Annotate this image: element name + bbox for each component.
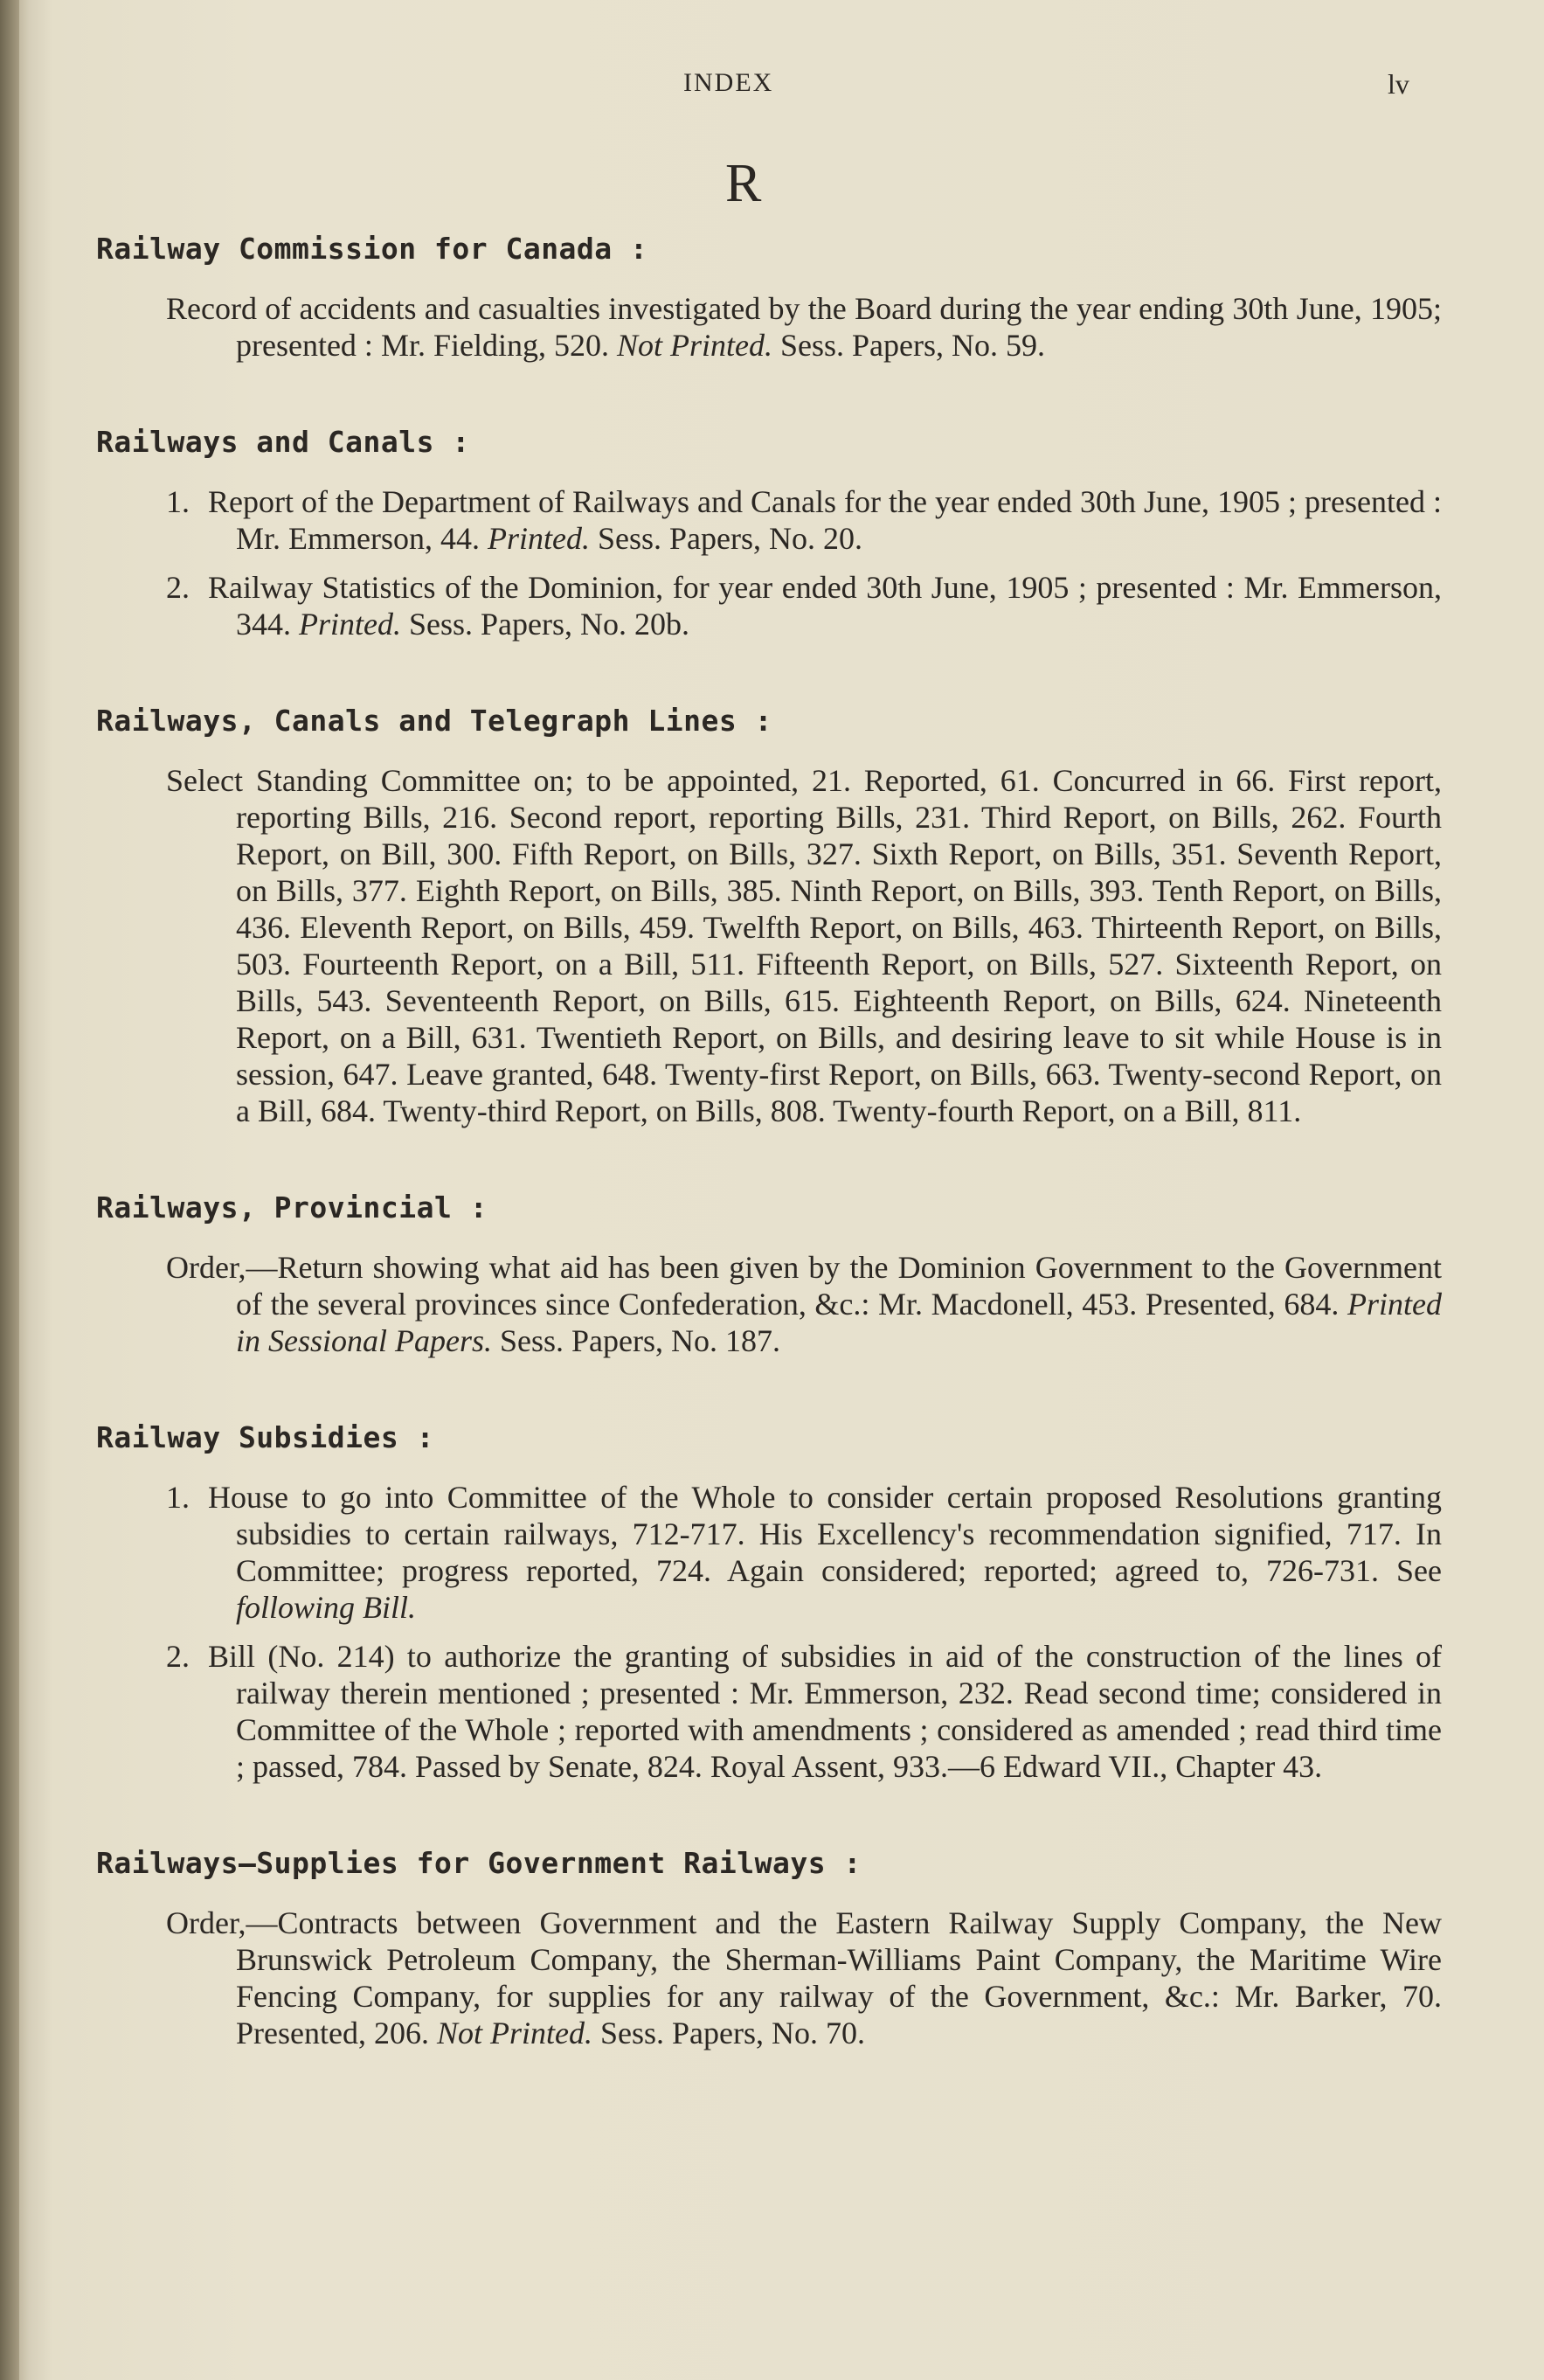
- print-status: following Bill.: [236, 1590, 417, 1625]
- paragraph-number: 2.: [166, 570, 190, 605]
- paragraph-text: Railway Statistics of the Dominion, for year ended 30th June, 1905 ; presented : Mr. Emmerson, 344.: [208, 570, 1442, 642]
- entry-paragraph: [166, 762, 1442, 1129]
- paragraph-number: 1.: [166, 1480, 190, 1515]
- index-entry: [96, 1190, 1442, 1359]
- entry-heading: Railways and Canals :: [96, 425, 470, 459]
- entry-heading: Railways, Provincial :: [96, 1190, 488, 1225]
- entry-heading: Railways, Canals and Telegraph Lines :: [96, 704, 772, 738]
- print-status: Printed in Sessional Papers.: [236, 1287, 1442, 1358]
- entry-paragraph: [166, 1905, 1442, 2051]
- index-entry: [96, 704, 1442, 1129]
- paragraph-text: Select Standing Committee on; to be appointed, 21. Reported, 61. Concurred in 66. First report, reporting Bills, 216. Second report, reporting Bills, 231. Third Report, on Bills, 262. Fourth Report, on Bill, 300. Fifth Report, on Bills, 327. Sixth Report, on Bills, 351. Seventh Report, on Bills, 377. Eighth Report, on Bills, 385. Ninth Report, on Bills, 393. Tenth Report, on Bills, 436. Eleventh Report, on Bills, 459. Twelfth Report, on Bills, 463. Thirteenth Report, on Bills, 503. Fourteenth Report, on a Bill, 511. Fifteenth Report, on Bills, 527. Sixteenth Report, on Bills, 543. Seventeenth Report, on Bills, 615. Eighteenth Report, on Bills, 624. Nineteenth Report, on a Bill, 631. Twentieth Report, on Bills, and desiring leave to sit while House is in session, 647. Leave granted, 648. Twenty-first Report, on Bills, 663. Twenty-second Report, on a Bill, 684. Twenty-third Report, on Bills, 808. Twenty-fourth Report, on a Bill, 811.: [166, 763, 1442, 1128]
- sessional-paper-ref: Sess. Papers, No. 187.: [500, 1323, 780, 1358]
- paragraph-text: House to go into Committee of the Whole to consider certain proposed Resolutions granting subsidies to certain railways, 712-717. His Excellency's recommendation signified, 717. In Committee; progress reported, 724. Again considered; reported; agreed to, 726-731. See: [208, 1480, 1442, 1588]
- entry-paragraph: [166, 1249, 1442, 1359]
- index-entry: [96, 1846, 1442, 2051]
- entry-paragraph: [166, 1479, 1442, 1626]
- paragraph-text: Record of accidents and casualties investigated by the Board during the year ending 30th June, 1905; presented : Mr. Fielding, 520.: [166, 291, 1442, 363]
- index-entry: [96, 1420, 1442, 1785]
- page-binding-edge: [0, 0, 19, 2380]
- running-head: [0, 68, 1544, 121]
- paragraph-text: Bill (No. 214) to authorize the granting of subsidies in aid of the construction of the lines of railway therein mentioned ; presented : Mr. Emmerson, 232. Read second time; considered in Committee of the Whole ; reported with amendments ; considered as amended ; read third time ; passed, 784. Passed by Senate, 824. Royal Assent, 933.—6 Edward VII., Chapter 43.: [208, 1639, 1442, 1784]
- entry-paragraph: [166, 483, 1442, 557]
- sessional-paper-ref: Sess. Papers, No. 59.: [779, 328, 1045, 363]
- running-head-title: INDEX: [683, 68, 774, 97]
- page-number: lv: [1388, 68, 1409, 100]
- entry-paragraph: [166, 1638, 1442, 1785]
- sessional-paper-ref: Sess. Papers, No. 70.: [599, 2016, 865, 2050]
- paragraph-number: 1.: [166, 484, 190, 519]
- print-status: Printed.: [487, 521, 590, 556]
- index-entry: [96, 232, 1442, 364]
- entry-paragraph: [166, 569, 1442, 642]
- entry-heading: Railway Subsidies :: [96, 1420, 434, 1454]
- print-status: Printed.: [299, 607, 401, 642]
- paragraph-number: 2.: [166, 1639, 190, 1674]
- paragraph-text: Order,—Return showing what aid has been given by the Dominion Government to the Government of the several provinces since Confederation, &c.: Mr. Macdonell, 453. Presented, 684.: [166, 1250, 1442, 1322]
- entry-heading: Railways—Supplies for Government Railways :: [96, 1846, 862, 1880]
- print-status: Not Printed.: [436, 2016, 592, 2050]
- paragraph-text: Order,—Contracts between Government and the Eastern Railway Supply Company, the New Brunswick Petroleum Company, the Sherman-Williams Paint Company, the Maritime Wire Fencing Company, for supplies for any railway of the Government, &c.: Mr. Barker, 70. Presented, 206.: [166, 1905, 1442, 2050]
- print-status: Not Printed.: [616, 328, 772, 363]
- entry-heading: Railway Commission for Canada :: [96, 232, 648, 266]
- sessional-paper-ref: Sess. Papers, No. 20b.: [408, 607, 689, 642]
- index-content: [96, 232, 1442, 2113]
- paragraph-text: Report of the Department of Railways and Canals for the year ended 30th June, 1905 ; presented : Mr. Emmerson, 44.: [208, 484, 1442, 556]
- entry-paragraph: [166, 290, 1442, 364]
- section-letter: R: [725, 154, 762, 213]
- sessional-paper-ref: Sess. Papers, No. 20.: [597, 521, 862, 556]
- index-entry: [96, 425, 1442, 642]
